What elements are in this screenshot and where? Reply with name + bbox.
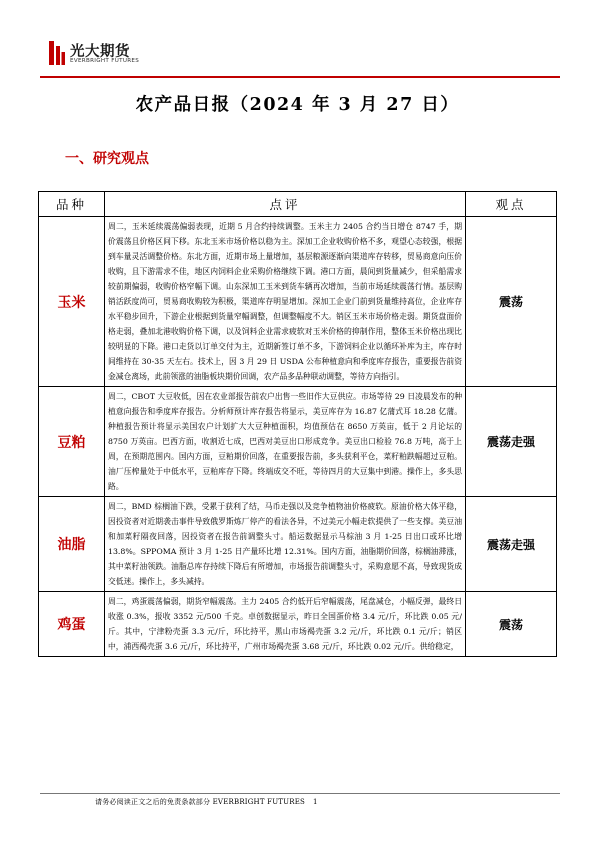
variety-name: 油脂: [39, 497, 105, 592]
company-logo: [48, 38, 188, 72]
header-view: 观点: [466, 192, 557, 217]
research-table: [38, 191, 557, 657]
header-divider: [40, 76, 560, 78]
comment-cell: [105, 387, 466, 497]
header-comment: 点评: [105, 192, 466, 217]
document-title: 农产品日报（2024 年 3 月 27 日）: [135, 95, 460, 115]
comment-text: 周二，玉米延续震荡偏弱表现，近期 5 月合约持续调整。玉米主力 2405 合约当日增仓 8747 手，期价震荡且价格区间下移。东北玉米市场价格以稳为主。深加工企业收购价格不多，观望心态较强，根据到车量灵活调整价格。东北方面，近期市场上量增加，基层粮源逐渐向渠道库存转移，贸易商意向压价收购，且下游需求不佳，地区内饲料企业采购价格继续下调。港口方面，晨间到货量减少，但采船需求较前期偏弱，收购价格窄幅下调。山东深加工玉米到货车辆再次增加，当前市场延续震荡行情。基层购销活跃度尚可，贸易商收购较为积极，渠道库存明显增加。深加工企业门前到货量维持高位，企业库存水平稳步回升，下游企业根据到货量窄幅调整，但调整幅度不大。销区玉米市场价格走弱。期货盘面价格走弱，叠加北港收购价格下调，以及饲料企业需求疲软对玉米价格的抑制作用，整体玉米价格出现比较明显的下降。港口走货以订单交付为主，近期新签订单不多，下游饲料企业以循环补库为主，库存时间维持在 30-35 天左右。技术上，因 3 月 29 日 USDA 公布种植意向和季度库存报告，重要报告前资金减仓离场，此前领涨的油脂板块期价回调，农产品多品种联动调整，等待方向指引。: [108, 222, 462, 381]
footer-divider: [40, 793, 560, 794]
variety-name: 鸡蛋: [39, 592, 105, 657]
logo-mark-icon: [48, 40, 66, 66]
brand-english: EVERBRIGHT FUTURES: [70, 58, 140, 64]
variety-name: 玉米: [39, 217, 105, 387]
table-header-row: [39, 192, 557, 217]
view-cell: 震荡: [466, 217, 557, 387]
table-row: [39, 387, 557, 497]
comment-text: 周二，鸡蛋震荡偏弱，期货窄幅震荡。主力 2405 合约低开后窄幅震荡，尾盘减仓，小幅反弹，最终日收涨 0.3%，报收 3352 元/500 千克。卓创数据显示，昨日全国蛋价格 3.4 元/斤，环比跌 0.05 元/斤。其中，宁津粉壳蛋 3.3 元/斤，环比持平，黑山市场褐壳蛋 3.2 元/斤，环比跌 0.1 元/斤；销区中，浦西褐壳蛋 3.6 元/斤，环比持平，广州市场褐壳蛋 3.68 元/斤，环比跌 0.02 元/斤。供给稳定，: [108, 597, 462, 651]
footer-disclaimer: 请务必阅读正文之后的免责条款部分 EVERBRIGHT FUTURES: [95, 798, 306, 806]
view-cell: 震荡走强: [466, 387, 557, 497]
comment-cell: [105, 592, 466, 657]
comment-text: 周二，CBOT 大豆收低，因在农业部报告前农户出售一些旧作大豆供应。市场等待 29 日凌晨发布的种植意向报告和季度库存报告。分析师预计库存报告将显示，美豆库存为 16.87 亿蒲式耳 18.28 亿蒲。种植报告预计将显示美国农户计划扩大大豆种植面积，均值预估在 8650 万英亩，低于 2 月论坛的 8750 万英亩。巴西方面，收割近七成，巴西对美豆出口形成竞争。美豆出口检验 76.8 万吨，高于上周，在预期范围内。国内方面，豆粕期价回落，在重要报告前，多头获利平仓，菜籽粕跌幅超过豆粕。油厂压榨量处于中低水平，豆粕库存下降。终端成交不旺，等待四月的大豆集中到港。操作上，多头思路。: [108, 392, 462, 491]
view-cell: 震荡: [466, 592, 557, 657]
page-footer: [95, 797, 318, 807]
page-number: 1: [313, 798, 318, 806]
table-row: [39, 592, 557, 657]
section-title: 一、研究观点: [65, 151, 149, 167]
comment-cell: [105, 217, 466, 387]
table-row: [39, 497, 557, 592]
comment-cell: [105, 497, 466, 592]
view-cell: 震荡走强: [466, 497, 557, 592]
table-row: [39, 217, 557, 387]
header-variety: 品种: [39, 192, 105, 217]
variety-name: 豆粕: [39, 387, 105, 497]
brand-name: 光大期货: [70, 44, 130, 60]
comment-text: 周二，BMD 棕榈油下跌，受累于获利了结，马币走强以及竞争植物油价格疲软。原油价格大体平稳，因投资者对近期袭击事件导致俄罗斯炼厂停产的看法各异，不过美元小幅走软提供了一些支撑。美豆油和加菜籽隔夜回落，因投资者在报告前调整头寸。船运数据显示马棕油 3 月 1-25 日出口或环比增 13.8%。SPPOMA 预计 3 月 1-25 日产量环比增 12.31%。国内方面，油脂期价回落，棕榈油滞涨，其中菜籽油领跌。油脂总库存持续下降后有所增加，市场报告前调整头寸，采购意愿不高，导致现货成交低迷。操作上，多头减持。: [108, 502, 462, 586]
